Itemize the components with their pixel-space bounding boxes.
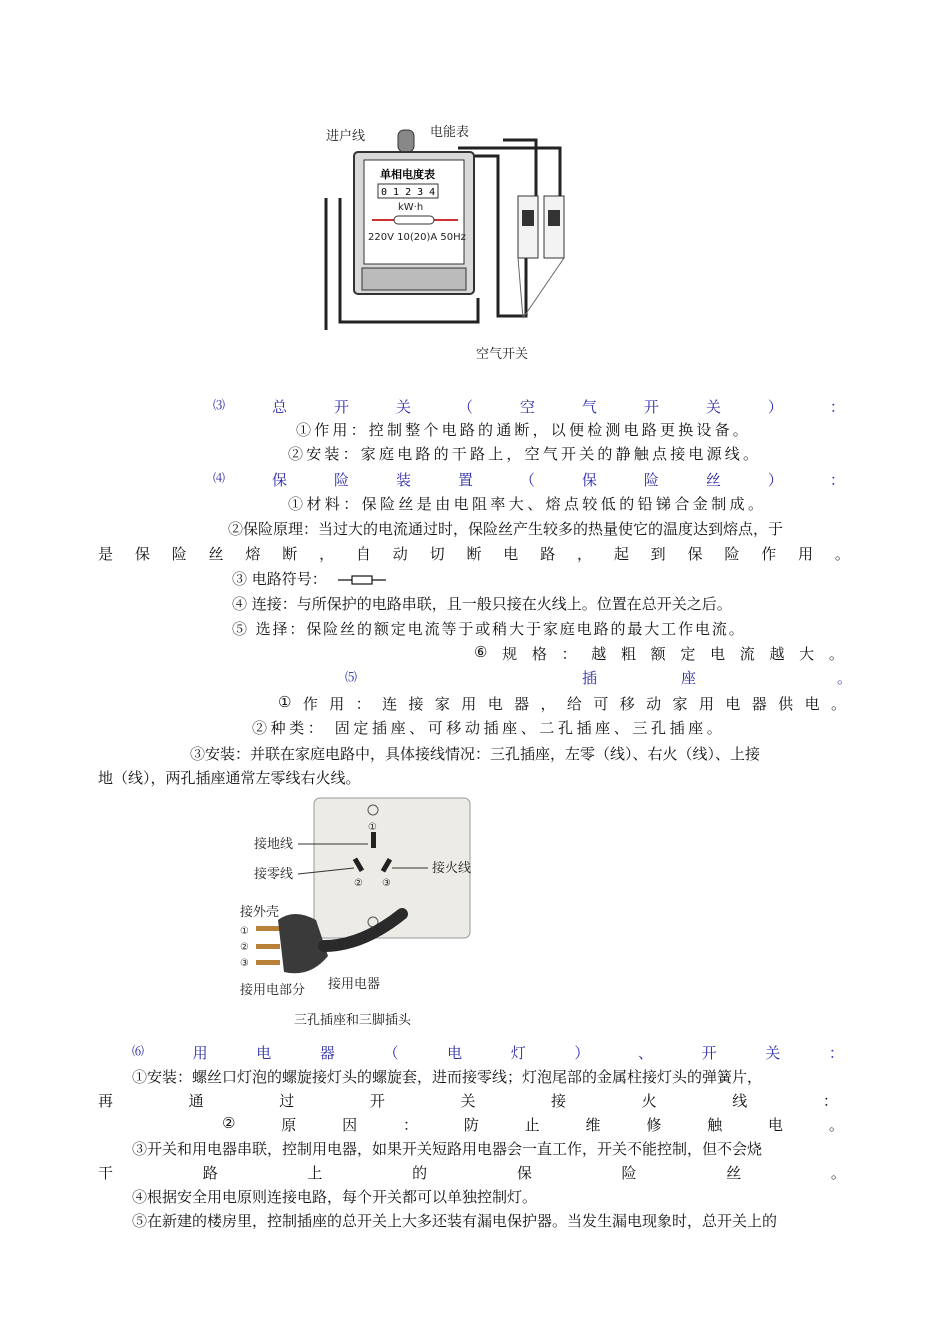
section4-p6-char: 。 [828, 645, 844, 663]
section3-title-char: ： [829, 398, 845, 416]
section6-p3a: ③开关和用电器串联，控制用电器，如果开关短路用电器会一直工作，开关不能控制，但不会烧 [132, 1140, 763, 1158]
socket-circle-3: ③ [382, 878, 391, 889]
section5-p1-char: 电 [725, 695, 741, 713]
section6-p3b-char: 保 [516, 1164, 532, 1182]
section6-p1a: ①安装：螺丝口灯泡的螺旋接灯头的螺旋套，进而接零线；灯泡尾部的金属柱接灯头的弹簧片， [132, 1068, 763, 1086]
section5-heading: ⑸ 插 座 。 [345, 669, 853, 687]
section5-p1-char: 供 [778, 695, 794, 713]
section5-p1-char: 用 [698, 695, 714, 713]
meter-spec: 220V 10(20)A 50Hz [368, 232, 466, 243]
section3-title-char: 空 [519, 398, 535, 416]
section5-p3b: 地（线），两孔插座通常左零线右火线。 [98, 769, 361, 787]
section5-p1-char: 用 [461, 695, 477, 713]
section6-p1b-char: 开 [369, 1092, 385, 1110]
fuse-symbol-icon [338, 574, 386, 586]
section6-p2-char: ： [402, 1116, 418, 1134]
section5-p2: ②种类： 固定插座、可移动插座、二孔插座、三孔插座。 [252, 719, 726, 737]
section4-p2b-char: 断 [282, 545, 298, 563]
section4-p1: ①材料：保险丝是由电阻率大、熔点较低的铅锑合金制成。 [288, 495, 767, 513]
socket-circle-2: ② [354, 878, 363, 889]
section6-p1b-char: 通 [188, 1092, 204, 1110]
section3-title-num: ⑶ [213, 398, 226, 412]
plug-circle-3: ③ [240, 958, 249, 969]
section4-p6-char: 粗 [620, 645, 636, 663]
section4-title-char: 保 [581, 471, 597, 489]
section5-p1-char: ： [355, 695, 371, 713]
section4-title-char: 险 [333, 471, 349, 489]
section4-p6-char: 规 [502, 645, 518, 663]
section5-p1-char: 电 [487, 695, 503, 713]
section4-p6-char: 大 [799, 645, 815, 663]
section6-title-char: （ [383, 1044, 399, 1062]
section4-p6-char: 额 [650, 645, 666, 663]
section6-p1b-char: ： [822, 1092, 838, 1110]
section5-p1-char: 给 [566, 695, 582, 713]
section6-title-char: 电 [256, 1044, 272, 1062]
meter-label: 电能表 [430, 125, 470, 140]
section5-p1-char: 家 [672, 695, 688, 713]
section4-heading [213, 469, 845, 490]
section3-title-char: 关 [395, 398, 411, 416]
section4-p2b-char: 到 [650, 545, 666, 563]
section4-p4: ④ 连接：与所保护的电路串联，且一般只接在火线上。位置在总开关之后。 [232, 595, 732, 613]
section6-title-char: 关 [765, 1044, 781, 1062]
section4-p6-char: 越 [591, 645, 607, 663]
neutral-wire-label: 接零线 [254, 867, 294, 882]
section4-p2b-char: 是 [98, 545, 114, 563]
section6-p2-char: 原 [281, 1116, 297, 1134]
section5-p3a: ③安装：并联在家庭电路中，具体接线情况：三孔插座，左零（线）、右火（线）、上接 [190, 745, 761, 763]
section4-p6-char: ⑥ [474, 643, 488, 661]
section4-p2b-char: 。 [834, 545, 850, 563]
shell-label: 接外壳 [240, 905, 280, 920]
section5-num: ⑸ [345, 670, 358, 684]
section6-p1b [98, 1090, 838, 1111]
section4-p2b-char: 险 [171, 545, 187, 563]
section4-p2b-char: 丝 [208, 545, 224, 563]
section5-p1-char: 。 [830, 695, 846, 713]
section4-title-char: （ [519, 471, 535, 489]
section6-title-char: 灯 [510, 1044, 526, 1062]
section5-p1-char: 用 [329, 695, 345, 713]
section6-p1b-char: 再 [98, 1092, 114, 1110]
section6-p2-char: 。 [828, 1116, 844, 1134]
section6-p2-char: 触 [707, 1116, 723, 1134]
section4-p6-char: 定 [680, 645, 696, 663]
section6-p3b-char: 路 [202, 1164, 218, 1182]
section4-p2b-char: 用 [798, 545, 814, 563]
meter-digits: 0 1 2 3 4 [381, 187, 436, 198]
section6-p2-char: 因 [342, 1116, 358, 1134]
section6-p2-char: 修 [646, 1116, 662, 1134]
section5-p1-char: 连 [382, 695, 398, 713]
section6-title-char: ） [574, 1044, 590, 1062]
section6-p1b-char: 接 [551, 1092, 567, 1110]
ground-wire-label: 接地线 [254, 837, 294, 852]
section5-title-1: 插 [582, 669, 598, 687]
section5-p1-char: 可 [593, 695, 609, 713]
section4-p2b-char: 作 [761, 545, 777, 563]
section6-p1b-char: 过 [279, 1092, 295, 1110]
section6-p1b-char: 火 [641, 1092, 657, 1110]
section6-title-char: 器 [319, 1044, 335, 1062]
section6-title-num: ⑹ [132, 1044, 145, 1058]
section4-title-char: 保 [271, 471, 287, 489]
section6-title-char: ： [828, 1044, 844, 1062]
section6-p3b-char: 。 [830, 1164, 846, 1182]
section6-p2-char: ② [222, 1114, 236, 1132]
circuit-symbol-label: ③ 电路符号： [232, 570, 327, 588]
section6-p2 [222, 1114, 844, 1135]
section4-title-char: ： [829, 471, 845, 489]
section6-p3b-char: 的 [412, 1164, 428, 1182]
section6-p1b-char: 线 [732, 1092, 748, 1110]
section4-title-char: 险 [643, 471, 659, 489]
section3-title-char: 关 [705, 398, 721, 416]
section4-p2b-char: ， [576, 545, 592, 563]
section6-p3b [98, 1162, 846, 1183]
section4-p2b-char: 动 [392, 545, 408, 563]
figure2-caption: 三孔插座和三脚插头 [294, 1013, 412, 1028]
section6-p3b-char: 丝 [726, 1164, 742, 1182]
section5-p1-char: 家 [434, 695, 450, 713]
section5-p1-char: ， [540, 695, 556, 713]
incoming-line-label-1: 进户线 [326, 129, 366, 144]
section4-p2b-char: 自 [355, 545, 371, 563]
section3-p1: ①作用：控制整个电路的通断，以便检测电路更换设备。 [296, 421, 752, 439]
section6-title-char: 电 [447, 1044, 463, 1062]
section6-title-char: 用 [192, 1044, 208, 1062]
section4-p2b-char: 熔 [245, 545, 261, 563]
section6-p2-char: 电 [768, 1116, 784, 1134]
section6-heading [132, 1042, 844, 1063]
section3-title-char: 气 [581, 398, 597, 416]
section4-p2b-char: 保 [687, 545, 703, 563]
section4-p2a: ②保险原理：当过大的电流通过时，保险丝产生较多的热量使它的温度达到熔点，于 [228, 520, 784, 538]
section6-p2-char: 防 [463, 1116, 479, 1134]
section6-p3b-char: 险 [621, 1164, 637, 1182]
section5-p1-char: 作 [302, 695, 318, 713]
section4-p2b-char: 起 [613, 545, 629, 563]
section4-title-char: ） [767, 471, 783, 489]
section6-title-char: 开 [701, 1044, 717, 1062]
section4-p2b-char: 保 [134, 545, 150, 563]
section4-p2b-char: 路 [540, 545, 556, 563]
meter-title: 单相电度表 [380, 168, 435, 181]
section4-p3 [232, 568, 386, 589]
section4-p2b-char: ， [319, 545, 335, 563]
live-wire-label: 接火线 [432, 861, 472, 876]
section4-p2b-char: 险 [724, 545, 740, 563]
section6-p5: ⑤在新建的楼房里，控制插座的总开关上大多还装有漏电保护器。当发生漏电现象时，总开关上的 [132, 1212, 778, 1230]
socket-plug-figure [232, 796, 472, 1034]
meter-unit: kW·h [398, 202, 424, 213]
section4-p6-char: ： [561, 645, 577, 663]
section6-p4: ④根据安全用电原则连接电路，每个开关都可以单独控制灯。 [132, 1188, 538, 1206]
section4-p2b-char: 电 [503, 545, 519, 563]
section5-p1-char: 电 [804, 695, 820, 713]
meter-figure [318, 118, 578, 370]
section4-p2b [98, 543, 850, 564]
section5-p1-char: ① [278, 693, 292, 711]
breaker-label: 空气开关 [476, 347, 529, 362]
section6-title-char: 、 [638, 1044, 654, 1062]
section5-p1 [278, 693, 846, 714]
section4-p5: ⑤ 选择：保险丝的额定电流等于或稍大于家庭电路的最大工作电流。 [232, 620, 746, 638]
section4-p6-char: 越 [769, 645, 785, 663]
section3-title-char: 总 [271, 398, 287, 416]
section4-title-num: ⑷ [213, 471, 226, 485]
electrical-part-label: 接用电部分 [240, 983, 306, 998]
section6-p2-char: 止 [524, 1116, 540, 1134]
section5-p1-char: 接 [408, 695, 424, 713]
section4-p2b-char: 断 [466, 545, 482, 563]
section4-title-char: 装 [395, 471, 411, 489]
socket-circle-1: ① [368, 822, 377, 833]
section6-p1b-char: 关 [460, 1092, 476, 1110]
section3-title-char: 开 [643, 398, 659, 416]
plug-circle-2: ② [240, 942, 249, 953]
plug-circle-1: ① [240, 926, 249, 937]
section4-p2b-char: 切 [429, 545, 445, 563]
section4-p6 [474, 643, 844, 664]
section5-p1-char: 移 [619, 695, 635, 713]
section5-title-2: 座 [681, 669, 697, 687]
section3-title-char: （ [457, 398, 473, 416]
section6-p3b-char: 上 [307, 1164, 323, 1182]
section5-p1-char: 器 [751, 695, 767, 713]
section3-title-char: ） [767, 398, 783, 416]
section4-title-char: 丝 [705, 471, 721, 489]
appliance-label: 接用电器 [328, 977, 381, 992]
section4-p6-char: 电 [710, 645, 726, 663]
section6-p2-char: 维 [585, 1116, 601, 1134]
section5-p1-char: 器 [514, 695, 530, 713]
section3-heading [213, 396, 845, 417]
section4-title-char: 置 [457, 471, 473, 489]
meter-digit-row [378, 184, 438, 198]
section3-p2: ②安装：家庭电路的干路上，空气开关的静触点接电源线。 [288, 445, 762, 463]
section6-p3b-char: 干 [98, 1164, 114, 1182]
section4-p6-char: 格 [531, 645, 547, 663]
section3-title-char: 开 [333, 398, 349, 416]
section4-p6-char: 流 [739, 645, 755, 663]
section5-p1-char: 动 [646, 695, 662, 713]
